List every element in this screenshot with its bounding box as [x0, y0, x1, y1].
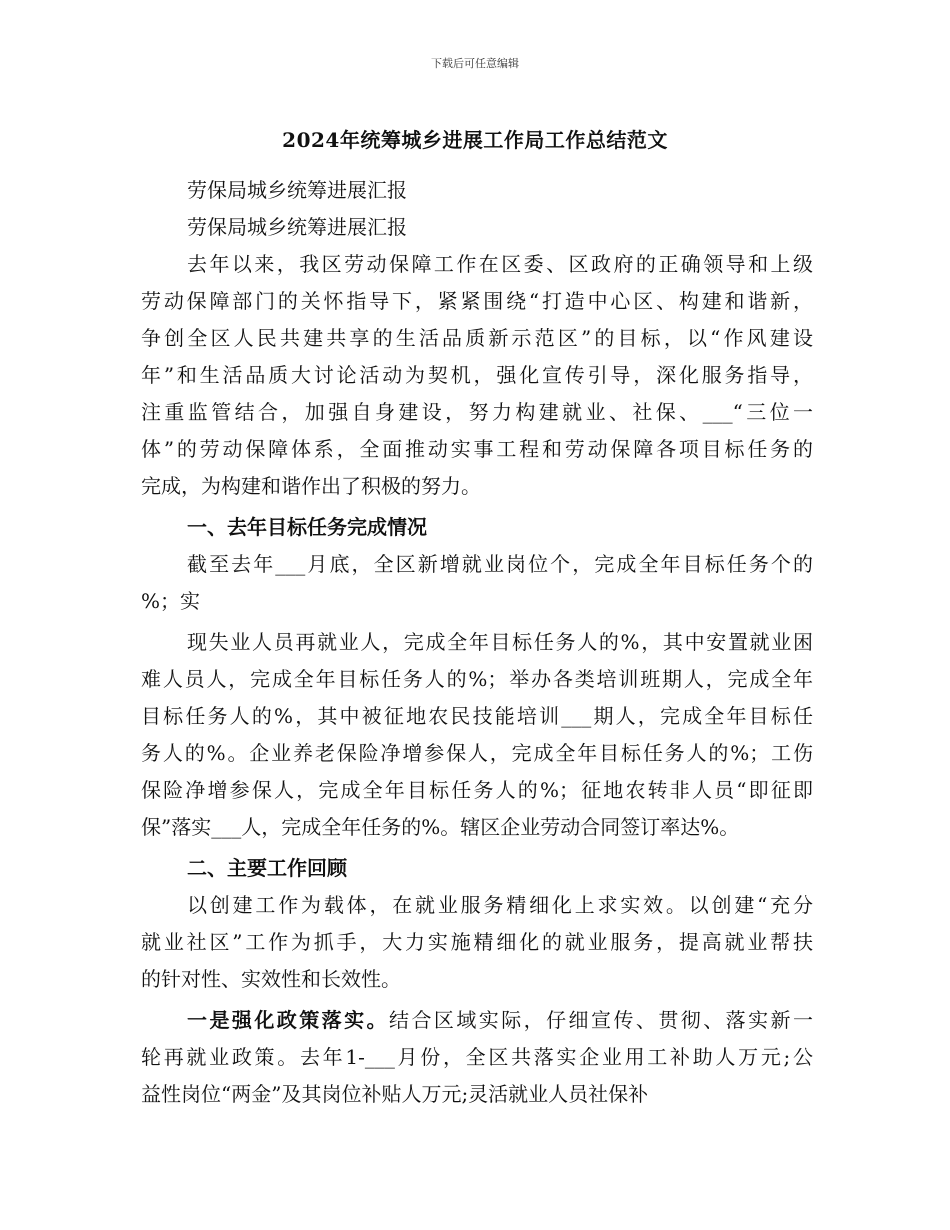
paragraph-line: 体”的劳动保障体系，全面推动实事工程和劳动保障各项目标任务的 — [141, 437, 813, 461]
paragraph-line: %；实 — [141, 589, 201, 613]
paragraph-line: 完成，为构建和谐作出了积极的努力。 — [141, 474, 481, 498]
paragraph-line: 劳保局城乡统筹进展汇报 — [187, 178, 407, 202]
lead-phrase: 一是强化政策落实。 — [187, 1008, 389, 1032]
paragraph-line: 争创全区人民共建共享的生活品质新示范区”的目标，以“作风建设 — [141, 326, 813, 350]
section-heading: 二、主要工作回顾 — [187, 856, 347, 880]
paragraph-line: 的针对性、实效性和长效性。 — [141, 967, 401, 991]
paragraph-line: 年”和生活品质大讨论活动为契机，强化宣传引导，深化服务指导， — [141, 363, 813, 387]
paragraph-line: 保险净增参保人，完成全年目标任务人的%；征地农转非人员“即征即 — [141, 778, 813, 802]
paragraph-line: 以创建工作为载体，在就业服务精细化上求实效。以创建“充分 — [187, 893, 813, 917]
section-heading: 一、去年目标任务完成情况 — [187, 515, 427, 539]
paragraph-line: 目标任务人的%，其中被征地农民技能培训___期人，完成全年目标任 — [141, 704, 813, 728]
paragraph-line: 保”落实___人，完成全年任务的%。辖区企业劳动合同签订率达%。 — [141, 815, 740, 839]
paragraph-line — [141, 1002, 813, 1039]
paragraph-line: 轮再就业政策。去年1-___月份，全区共落实企业用工补助人万元;公 — [141, 1045, 813, 1069]
header-note: 下载后可任意编辑 — [431, 57, 519, 70]
paragraph-line: 就业社区”工作为抓手，大力实施精细化的就业服务，提高就业帮扶 — [141, 930, 813, 954]
paragraph-line: 注重监管结合，加强自身建设，努力构建就业、社保、___“三位一 — [141, 400, 813, 424]
paragraph-line: 去年以来，我区劳动保障工作在区委、区政府的正确领导和上级 — [187, 252, 813, 276]
paragraph-line: 截至去年___月底，全区新增就业岗位个，完成全年目标任务个的 — [187, 552, 813, 576]
paragraph-line: 劳保局城乡统筹进展汇报 — [187, 215, 407, 239]
paragraph-line: 现失业人员再就业人，完成全年目标任务人的%，其中安置就业困 — [187, 630, 813, 654]
paragraph-line: 难人员人，完成全年目标任务人的%；举办各类培训班期人，完成全年 — [141, 667, 813, 691]
document-title: 2024年统筹城乡进展工作局工作总结范文 — [282, 128, 668, 152]
paragraph-line: 劳动保障部门的关怀指导下，紧紧围绕“打造中心区、构建和谐新， — [141, 289, 813, 313]
document-body — [141, 172, 813, 1113]
paragraph-line: 务人的%。企业养老保险净增参保人，完成全年目标任务人的%；工伤 — [141, 741, 813, 765]
line-text: 结合区域实际，仔细宣传、贯彻、落实新一 — [389, 1008, 813, 1032]
paragraph-line: 益性岗位“两金”及其岗位补贴人万元;灵活就业人员社保补 — [141, 1082, 649, 1106]
